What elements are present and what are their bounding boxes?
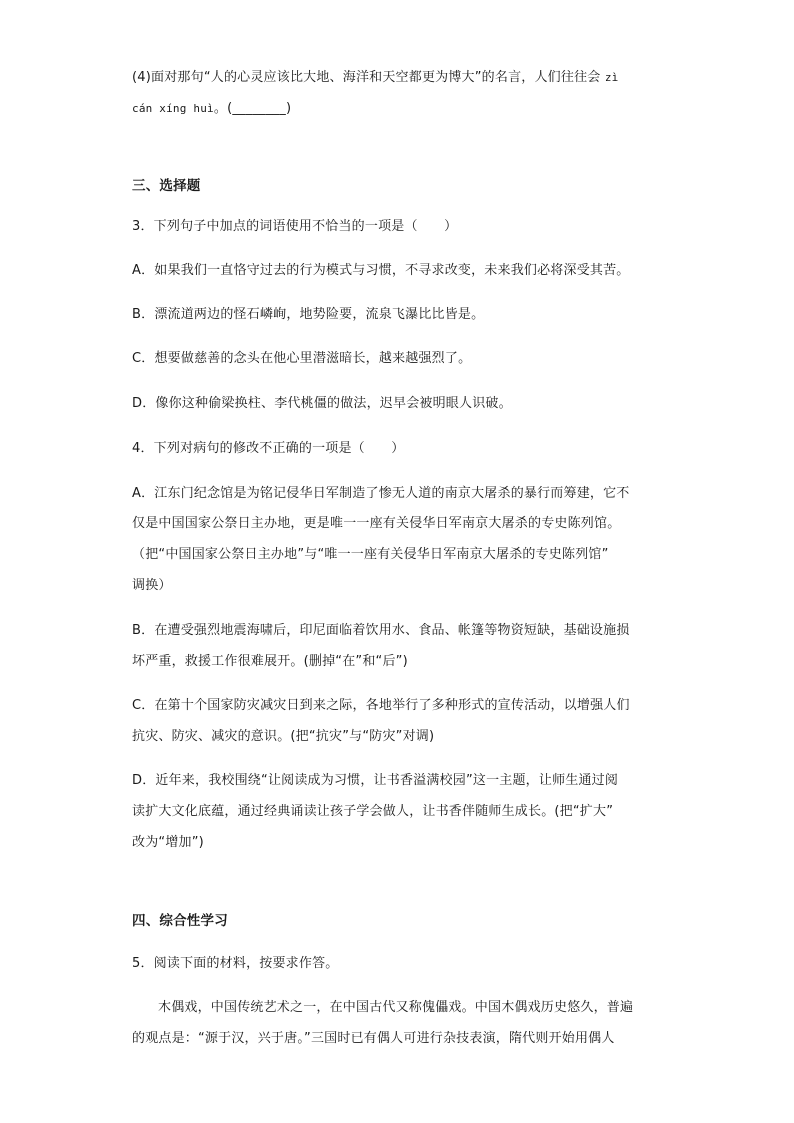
q2-item4-answer-blank[interactable]: 。(________) — [213, 101, 292, 116]
section3-heading: 三、选择题 — [132, 178, 201, 194]
q4-option-c-line1: C．在第十个国家防灾减灾日到来之际，各地举行了多种形式的宣传活动，以增强人们 — [132, 698, 630, 713]
q4-option-d-line2: 读扩大文化底蕴，通过经典诵读让孩子学会做人，让书香伴随师生成长。(把“扩大” — [132, 804, 614, 819]
q3-option-a: A．如果我们一直恪守过去的行为模式与习惯，不寻求改变，未来我们必将深受其苦。 — [132, 263, 630, 278]
q4-option-a-line3: （把“中国国家公祭日主办地”与“唯一一座有关侵华日军南京大屠杀的专史陈列馆” — [132, 547, 609, 562]
q4-option-a-line2: 仅是中国国家公祭日主办地，更是唯一一座有关侵华日军南京大屠杀的专史陈列馆。 — [132, 516, 621, 531]
q4-option-b-line2: 坏严重，救援工作很难展开。(删掉“在”和“后”) — [132, 654, 408, 669]
q3-option-b: B．漂流道两边的怪石嶙峋，地势险要，流泉飞瀑比比皆是。 — [132, 307, 485, 322]
q3-option-d: D．像你这种偷梁换柱、李代桃僵的做法，迟早会被明眼人识破。 — [132, 396, 512, 411]
q4-option-d-line3: 改为“增加”) — [132, 835, 204, 850]
q2-item4-line1 — [132, 69, 618, 87]
q2-item4-text: (4)面对那句“人的心灵应该比大地、海洋和天空都更为博大”的名言，人们往往会 — [132, 70, 605, 85]
q2-item4-pinyin-part1: zì — [604, 71, 619, 84]
q3-option-c: C．想要做慈善的念头在他心里潜滋暗长，越来越强烈了。 — [132, 351, 472, 366]
q4-option-b-line1: B．在遭受强烈地震海啸后，印尼面临着饮用水、食品、帐篷等物资短缺，基础设施损 — [132, 623, 630, 638]
q5-passage-line2: 的观点是：“源于汉，兴于唐。”三国时已有偶人可进行杂技表演，隋代则开始用偶人 — [132, 1031, 615, 1046]
q2-item4-pinyin-part2: cán xíng huì — [132, 102, 214, 115]
q4-option-c-line2: 抗灾、防灾、减灾的意识。(把“抗灾”与“防灾”对调) — [132, 729, 435, 744]
q3-stem: 3．下列句子中加点的词语使用不恰当的一项是（ ） — [132, 219, 458, 234]
q2-item4-line2 — [132, 100, 291, 118]
q4-stem: 4．下列对病句的修改不正确的一项是（ ） — [132, 441, 405, 456]
q5-stem: 5．阅读下面的材料，按要求作答。 — [132, 956, 339, 971]
q4-option-a-line4: 调换） — [132, 578, 172, 593]
q5-passage-line1: 木偶戏，中国传统艺术之一，在中国古代又称傀儡戏。中国木偶戏历史悠久，普遍 — [158, 1000, 634, 1015]
q4-option-a-line1: A．江东门纪念馆是为铭记侵华日军制造了惨无人道的南京大屠杀的暴行而筹建，它不 — [132, 486, 630, 501]
section4-heading: 四、综合性学习 — [132, 913, 228, 929]
q4-option-d-line1: D．近年来，我校围绕“让阅读成为习惯，让书香溢满校园”这一主题，让师生通过阅 — [132, 773, 619, 788]
